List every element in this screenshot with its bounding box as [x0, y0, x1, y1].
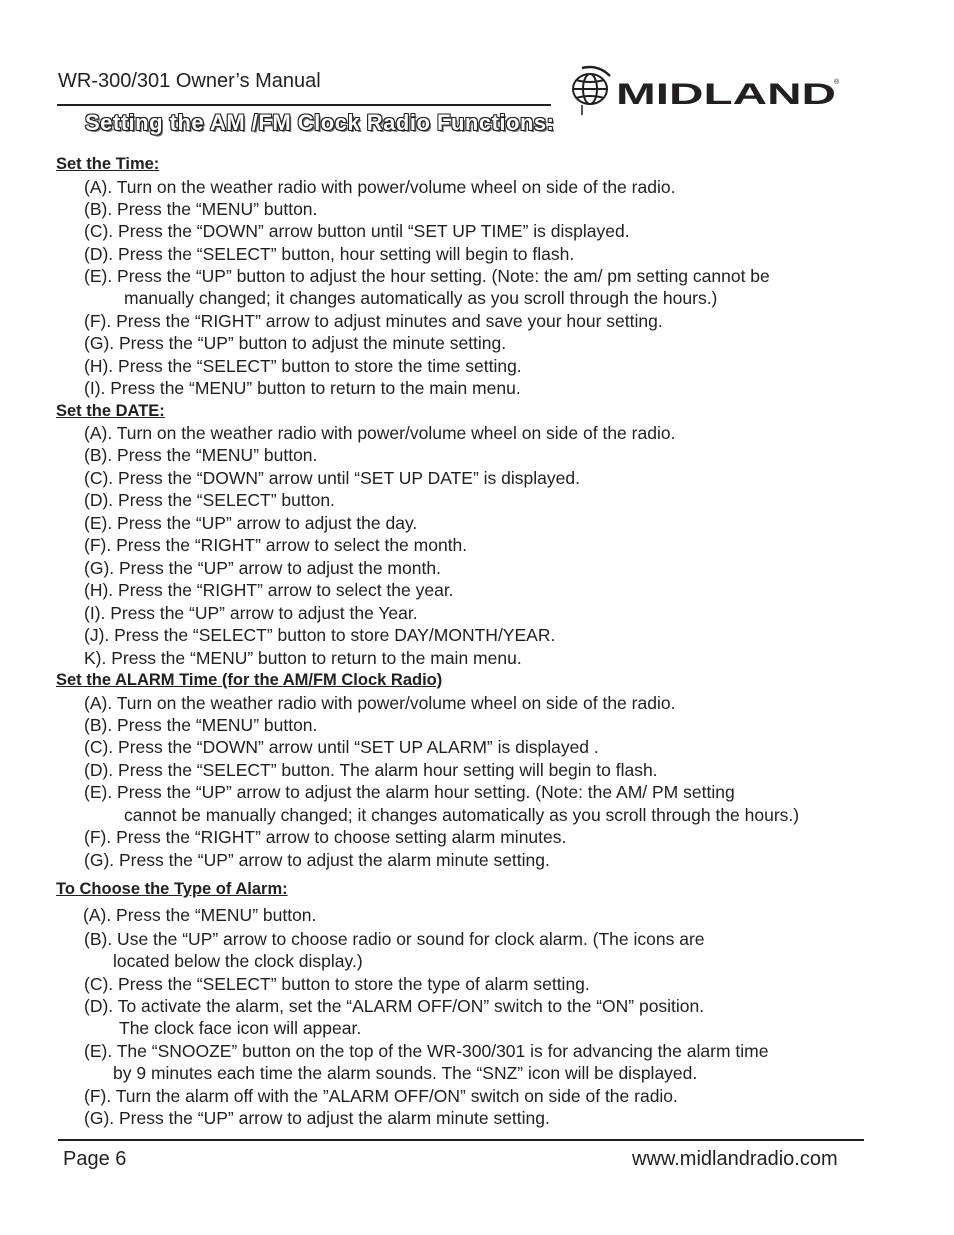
- midland-logo: [568, 62, 843, 118]
- list-item: (A). Turn on the weather radio with power/volume wheel on side of the radio.: [84, 693, 676, 713]
- list-item: (G). Press the “UP” arrow to adjust the alarm minute setting.: [84, 1108, 550, 1128]
- list-item: (F). Turn the alarm off with the ”ALARM OFF/ON” switch on side of the radio.: [84, 1086, 678, 1106]
- list-item: (B). Press the “MENU” button.: [84, 199, 318, 219]
- registered-mark: ®: [834, 79, 840, 86]
- list-item-continuation: located below the clock display.): [113, 951, 363, 971]
- list-item: (H). Press the “RIGHT” arrow to select the year.: [84, 580, 454, 600]
- header-rule: [57, 104, 551, 106]
- list-item: (B). Press the “MENU” button.: [84, 715, 318, 735]
- list-item: (F). Press the “RIGHT” arrow to select the month.: [84, 535, 468, 555]
- list-item: (A). Press the “MENU” button.: [83, 905, 317, 925]
- list-item: (I). Press the “MENU” button to return to the main menu.: [84, 378, 521, 398]
- list-item: (G). Press the “UP” button to adjust the minute setting.: [84, 333, 507, 353]
- list-item: (B). Press the “MENU” button.: [84, 445, 318, 465]
- list-item-continuation: by 9 minutes each time the alarm sounds. The “SNZ” icon will be displayed.: [113, 1063, 698, 1083]
- list-item: (C). Press the “DOWN” arrow until “SET UP DATE” is displayed.: [84, 468, 580, 488]
- list-item: (H). Press the “SELECT” button to store the time setting.: [84, 356, 522, 376]
- list-item: (C). Press the “SELECT” button to store the type of alarm setting.: [84, 974, 590, 994]
- section-heading-time: Set the Time:: [56, 155, 160, 173]
- list-item: K). Press the “MENU” button to return to the main menu.: [84, 648, 522, 668]
- list-item: (C). Press the “DOWN” arrow button until “SET UP TIME” is displayed.: [84, 221, 630, 241]
- list-item-continuation: cannot be manually changed; it changes automatically as you scroll through the hours.): [124, 805, 800, 825]
- list-item: (A). Turn on the weather radio with power/volume wheel on side of the radio.: [84, 423, 676, 443]
- list-item: (F). Press the “RIGHT” arrow to adjust minutes and save your hour setting.: [84, 311, 663, 331]
- page-number: Page 6: [63, 1148, 127, 1170]
- list-item: (A). Turn on the weather radio with power/volume wheel on side of the radio.: [84, 177, 676, 197]
- section-heading-date: Set the DATE:: [56, 402, 165, 420]
- list-item-continuation: manually changed; it changes automatically as you scroll through the hours.): [124, 288, 718, 308]
- list-item: (E). Press the “UP” button to adjust the hour setting. (Note: the am/ pm setting cannot be: [84, 266, 770, 286]
- list-item: (F). Press the “RIGHT” arrow to choose setting alarm minutes.: [84, 827, 567, 847]
- list-item: (B). Use the “UP” arrow to choose radio or sound for clock alarm. (The icons are: [84, 929, 705, 949]
- list-item: (D). Press the “SELECT” button.: [84, 490, 335, 510]
- list-item-continuation: The clock face icon will appear.: [119, 1018, 362, 1038]
- globe-icon: [573, 67, 610, 115]
- list-item: (I). Press the “UP” arrow to adjust the Year.: [84, 603, 418, 623]
- list-item: (E). Press the “UP” arrow to adjust the day.: [84, 513, 418, 533]
- section-heading-alarm: Set the ALARM Time (for the AM/FM Clock Radio): [56, 671, 443, 689]
- page-title: Setting the AM /FM Clock Radio Functions:: [85, 110, 555, 135]
- list-item: (D). Press the “SELECT” button. The alarm hour setting will begin to flash.: [84, 760, 658, 780]
- list-item: (J). Press the “SELECT” button to store DAY/MONTH/YEAR.: [84, 625, 556, 645]
- list-item: (G). Press the “UP” arrow to adjust the month.: [84, 558, 441, 578]
- footer-rule: [58, 1139, 864, 1141]
- list-item: (G). Press the “UP” arrow to adjust the alarm minute setting.: [84, 850, 550, 870]
- brand-wordmark: MIDLAND: [616, 78, 836, 111]
- manual-title: WR-300/301 Owner’s Manual: [58, 70, 321, 92]
- website-link[interactable]: www.midlandradio.com: [632, 1148, 838, 1170]
- list-item: (C). Press the “DOWN” arrow until “SET UP ALARM” is displayed .: [84, 737, 599, 757]
- section-heading-alarm-type: To Choose the Type of Alarm:: [56, 880, 288, 898]
- list-item: (D). Press the “SELECT” button, hour setting will begin to flash.: [84, 244, 575, 264]
- list-item: (E). The “SNOOZE” button on the top of the WR-300/301 is for advancing the alarm time: [84, 1041, 769, 1061]
- list-item: (E). Press the “UP” arrow to adjust the alarm hour setting. (Note: the AM/ PM setting: [84, 782, 735, 802]
- list-item: (D). To activate the alarm, set the “ALARM OFF/ON” switch to the “ON” position.: [84, 996, 705, 1016]
